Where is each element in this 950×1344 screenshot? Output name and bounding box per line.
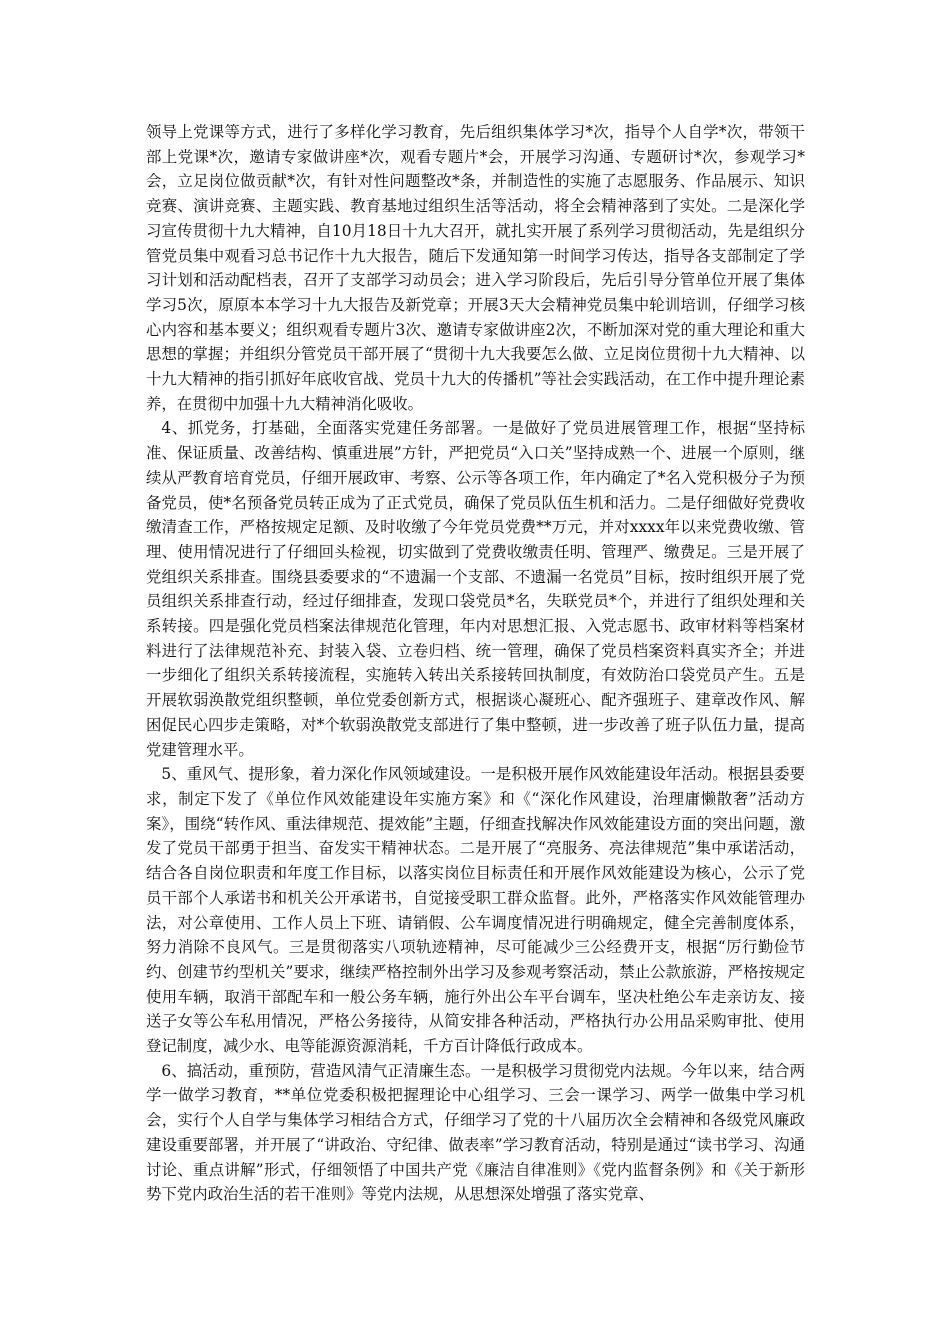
- paragraph-section-6: 6、搞活动，重预防，营造风清气正清廉生态。一是积极学习贯彻党内法规。今年以来，结合两学一做学习教育，**单位党委积极把握理论中心组学习、三会一课学习、两学一做集中学习机会，实行个人自学与集体学习相结合方式，仔细学习了党的十八届历次全会精神和各级党风廉政建设重要部署，并开展了“讲政治、守纪律、做表率”学习教育活动，特别是通过“读书学习、沟通讨论、重点讲解”形式，仔细领悟了中国共产党《廉洁自律准则》《党内监督条例》和《关于新形势下党内政治生活的若干准则》等党内法规，从思想深处增强了落实党章、: [146, 1061, 805, 1204]
- document-body: [146, 120, 805, 1207]
- paragraph-continuation: 领导上党课等方式，进行了多样化学习教育，先后组织集体学习*次，指导个人自学*次，带领干部上党课*次，邀请专家做讲座*次，观看专题片*会，开展学习沟通、专题研讨*次，参观学习*会，立足岗位做贡献*次，有针对性问题整改*条，并制造性的实施了志愿服务、作品展示、知识竞赛、演讲竞赛、主题实践、教育基地过组织生活等活动，将全会精神落到了实处。二是深化学习宣传贯彻十九大精神，自10月18日十九大召开，就扎实开展了系列学习贯彻活动，先是组织分管党员集中观看习总书记作十九大报告，随后下发通知第一时间学习传达，指导各支部制定了学习计划和活动配档表，召开了支部学习动员会；进入学习阶段后，先后引导分管单位开展了集体学习5次，原原本本学习十九大报告及新党章；开展3天大会精神党员集中轮训培训，仔细学习核心内容和基本要义；组织观看专题片3次、邀请专家做讲座2次，不断加深对党的重大理论和重大思想的掌握；并组织分管党员干部开展了“贯彻十九大我要怎么做、立足岗位贯彻十九大精神、以十九大精神的指引抓好年底收官战、党员十九大的传播机”等社会实践活动，在工作中提升理论素养，在贯彻中加强十九大精神消化吸收。: [146, 123, 805, 413]
- paragraph-section-5: 5、重风气、提形象，着力深化作风领域建设。一是积极开展作风效能建设年活动。根据县委要求，制定下发了《单位作风效能建设年实施方案》和《“深化作风建设，治理庸懒散奢”活动方案》，围绕“转作风、重法律规范、提效能”主题，仔细查找解决作风效能建设方面的突出问题，激发了党员干部勇于担当、奋发实干精神状态。二是开展了“亮服务、亮法律规范”集中承诺活动，结合各自岗位职责和年度工作目标，以落实岗位目标责任和开展作风效能建设为核心，公示了党员干部个人承诺书和机关公开承诺书，自觉接受职工群众监督。此外，严格落实作风效能管理办法，对公章使用、工作人员上下班、请销假、公车调度情况进行明确规定，健全完善制度体系，努力消除不良风气。三是贯彻落实八项轨迹精神，尽可能减少三公经费开支，根据“厉行勤俭节约、创建节约型机关”要求，继续严格控制外出学习及参观考察活动，禁止公款旅游，严格按规定使用车辆，取消干部配车和一般公务车辆，施行外出公车平台调车，坚决杜绝公车走亲访友、接送子女等公车私用情况，严格公务接待，从简安排各种活动，严格执行办公用品采购审批、使用登记制度，减少水、电等能源资源消耗，千方百计降低行政成本。: [146, 765, 805, 1056]
- paragraph-section-4: 4、抓党务，打基础，全面落实党建任务部署。一是做好了党员进展管理工作，根据“坚持标准、保证质量、改善结构、慎重进展”方针，严把党员“入口关”坚持成熟一个、进展一个原则，继续从严教育培育党员，仔细开展政审、考察、公示等各项工作，年内确定了*名入党积极分子为预备党员，使*名预备党员转正成为了正式党员，确保了党员队伍生机和活力。二是仔细做好党费收缴清查工作，严格按规定足额、及时收缴了今年党员党费**万元，并对xxxx年以来党费收缴、管理、使用情况进行了仔细回头检视，切实做到了党费收缴责任明、管理严、缴费足。三是开展了党组织关系排查。围绕县委要求的“不遗漏一个支部、不遗漏一名党员”目标，按时组织开展了党员组织关系排查行动，经过仔细排查，发现口袋党员*名，失联党员*个，并进行了组织处理和关系转接。四是强化党员档案法律规范化管理，年内对思想汇报、入党志愿书、政审材料等档案材料进行了法律规范补充、封装入袋、立卷归档、统一管理，确保了党员档案资料真实齐全；并进一步细化了组织关系转接流程，实施转入转出关系接转回执制度，有效防治口袋党员产生。五是开展软弱涣散党组织整顿，单位党委创新方式，根据谈心凝班心、配齐强班子、建章改作风、解困促民心四步走策略，对*个软弱涣散党支部进行了集中整顿，进一步改善了班子队伍力量，提高党建管理水平。: [146, 419, 805, 759]
